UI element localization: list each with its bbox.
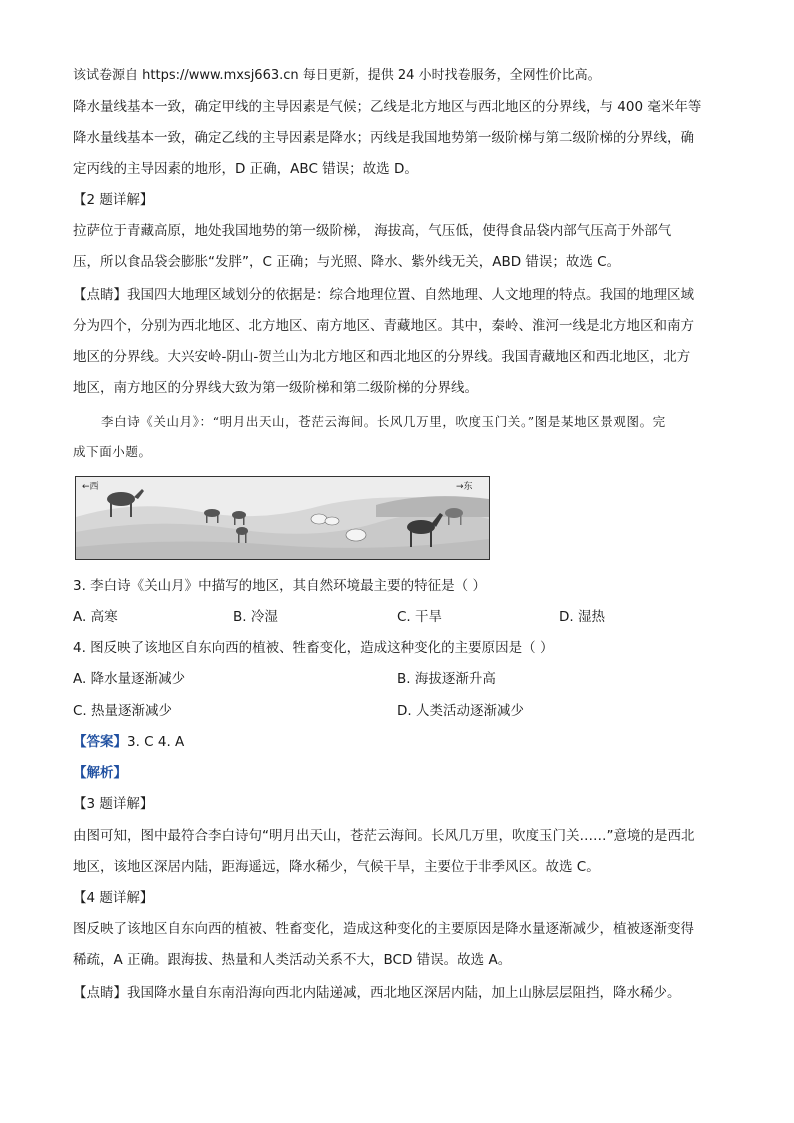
option-d: D. 人类活动逐渐减少 (397, 703, 524, 719)
paragraph-line: 分为四个，分别为西北地区、北方地区、南方地区、青藏地区。其中，秦岭、淮河一线是北方地区和南方 (73, 318, 694, 334)
answer-line (73, 732, 723, 752)
paragraph-line: 定丙线的主导因素的地形，D 正确，ABC 错误；故选 D。 (73, 161, 418, 177)
option-b: B. 冷湿 (233, 609, 278, 625)
poem-intro-line: 李白诗《关山月》：“明月出天山，苍茫云海间。长风几万里，吹度玉门关。”图是某地区景观图。完 (101, 414, 666, 429)
west-arrow-label: ←西 (82, 482, 99, 492)
paragraph-line: 地区的分界线。大兴安岭-阴山-贺兰山为北方地区和西北地区的分界线。我国青藏地区和西北地区，北方 (73, 349, 691, 365)
section-heading: 【3 题详解】 (73, 796, 154, 812)
option-c: C. 干旱 (397, 609, 443, 625)
paragraph-line: 【点睛】我国四大地理区域划分的依据是：综合地理位置、自然地理、人文地理的特点。我国的地理区域 (73, 287, 694, 303)
paragraph-line: 降水量线基本一致，确定甲线的主导因素是气候；乙线是北方地区与西北地区的分界线，与 400 毫米年等 (73, 99, 702, 115)
option-a: A. 降水量逐渐减少 (73, 671, 186, 687)
analysis-tag: 【解析】 (73, 765, 127, 781)
question-4-options-row1 (73, 669, 723, 689)
landscape-figure (75, 476, 490, 560)
source-header: 该试卷源自 https://www.mxsj663.cn 每日更新，提供 24 小时找卷服务，全网性价比高。 (73, 68, 601, 83)
option-c: C. 热量逐渐减少 (73, 703, 173, 719)
question-3-stem: 3. 李白诗《关山月》中描写的地区，其自然环境最主要的特征是（ ） (73, 578, 486, 594)
option-d: D. 湿热 (559, 609, 605, 625)
paragraph-line: 地区，南方地区的分界线大致为第一级阶梯和第二级阶梯的分界线。 (73, 380, 478, 396)
east-arrow-label: →东 (456, 482, 473, 492)
answer-tag: 【答案】 (73, 734, 127, 750)
paragraph-line: 图反映了该地区自东向西的植被、牲畜变化，造成这种变化的主要原因是降水量逐渐减少，植被逐渐变得 (73, 921, 694, 937)
paragraph-line: 压，所以食品袋会膨胀“发胖”，C 正确；与光照、降水、紫外线无关，ABD 错误；故选 C。 (73, 254, 621, 270)
option-a: A. 高寒 (73, 609, 118, 625)
section-heading: 【2 题详解】 (73, 192, 154, 208)
poem-intro-line: 成下面小题。 (73, 444, 152, 459)
paragraph-line: 拉萨位于青藏高原，地处我国地势的第一级阶梯， 海拔高，气压低，使得食品袋内部气压高于外部气 (73, 223, 672, 239)
section-heading: 【4 题详解】 (73, 890, 154, 906)
paragraph-line: 稀疏，A 正确。跟海拔、热量和人类活动关系不大，BCD 错误。故选 A。 (73, 952, 512, 968)
question-4-options-row2 (73, 701, 723, 721)
paragraph-line: 地区，该地区深居内陆，距海遥远，降水稀少，气候干旱，主要位于非季风区。故选 C。 (73, 859, 600, 875)
question-3-options (73, 607, 723, 627)
answer-value: 3. C 4. A (127, 734, 185, 750)
question-4-stem: 4. 图反映了该地区自东向西的植被、牲畜变化，造成这种变化的主要原因是（ ） (73, 640, 554, 656)
paragraph-line: 降水量线基本一致，确定乙线的主导因素是降水；丙线是我国地势第一级阶梯与第二级阶梯的分界线，确 (73, 130, 694, 146)
paragraph-line: 由图可知，图中最符合李白诗句“明月出天山，苍茫云海间。长风几万里，吹度玉门关……”意境的是西北 (73, 828, 695, 844)
option-b: B. 海拔逐渐升高 (397, 671, 496, 687)
landscape-illustration (76, 477, 489, 559)
paragraph-line: 【点睛】我国降水量自东南沿海向西北内陆递减，西北地区深居内陆，加上山脉层层阻挡，降水稀少。 (73, 985, 681, 1001)
